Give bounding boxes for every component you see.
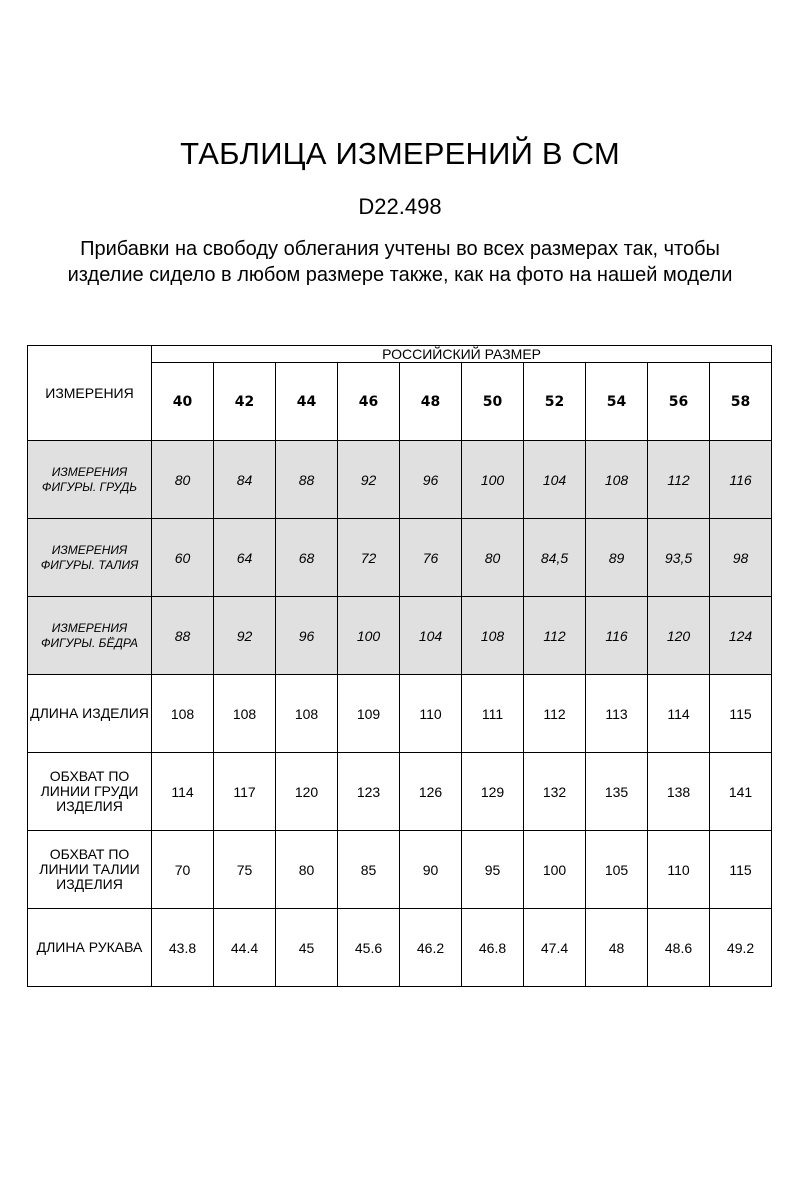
russian-size-header: РОССИЙСКИЙ РАЗМЕР [152,346,772,363]
fit-note-line: Прибавки на свободу облегания учтены во всех размерах так, чтобы [80,238,720,260]
row-label [28,441,152,519]
size-46-header: 46 [338,363,400,441]
table-cell: 76 [400,519,462,597]
size-54-header: 54 [586,363,648,441]
table-cell: 115 [710,831,772,909]
table-cell: 84 [214,441,276,519]
row-label-line: ИЗМЕРЕНИЯ [51,620,128,635]
table-cell: 123 [338,753,400,831]
row-label [28,909,152,987]
table-cell: 100 [524,831,586,909]
row-label-line: ФИГУРЫ. ГРУДЬ [41,479,138,494]
table-cell: 48.6 [648,909,710,987]
row-label-line: ИЗМЕРЕНИЯ [51,542,128,557]
table-cell: 112 [524,675,586,753]
table-cell: 104 [524,441,586,519]
table-row [28,519,772,597]
table-cell: 120 [648,597,710,675]
row-label-line: ИЗДЕЛИЯ [56,798,123,814]
table-cell: 108 [152,675,214,753]
page-title: ТАБЛИЦА ИЗМЕРЕНИЙ В СМ [180,136,620,171]
table-cell: 141 [710,753,772,831]
table-row [28,441,772,519]
table-cell: 100 [462,441,524,519]
row-label-line: ЛИНИИ ГРУДИ [40,783,139,799]
row-label [28,753,152,831]
size-50-header: 50 [462,363,524,441]
table-cell: 92 [214,597,276,675]
row-label-line: ИЗДЕЛИЯ [56,876,123,892]
table-cell: 45.6 [338,909,400,987]
table-cell: 80 [276,831,338,909]
row-label [28,597,152,675]
table-cell: 45 [276,909,338,987]
size-42-header: 42 [214,363,276,441]
table-row [28,597,772,675]
row-label [28,519,152,597]
measurements-header: ИЗМЕРЕНИЯ [28,346,152,441]
table-cell: 70 [152,831,214,909]
table-cell: 135 [586,753,648,831]
table-cell: 49.2 [710,909,772,987]
row-label-line: ФИГУРЫ. БЁДРА [41,635,138,650]
row-label [28,675,152,753]
table-cell: 116 [586,597,648,675]
table-cell: 43.8 [152,909,214,987]
table-cell: 112 [524,597,586,675]
fit-note [0,236,800,288]
table-cell: 138 [648,753,710,831]
table-cell: 96 [276,597,338,675]
table-cell: 114 [152,753,214,831]
table-cell: 126 [400,753,462,831]
size-44-header: 44 [276,363,338,441]
table-cell: 113 [586,675,648,753]
table-cell: 120 [276,753,338,831]
row-label-line: ИЗМЕРЕНИЯ [51,464,128,479]
table-cell: 114 [648,675,710,753]
table-cell: 115 [710,675,772,753]
table-cell: 111 [462,675,524,753]
table-cell: 88 [152,597,214,675]
row-label [28,831,152,909]
table-cell: 64 [214,519,276,597]
table-cell: 108 [214,675,276,753]
table-cell: 90 [400,831,462,909]
table-row [28,675,772,753]
row-label-line: ДЛИНА РУКАВА [36,939,143,955]
table-cell: 108 [586,441,648,519]
table-cell: 44.4 [214,909,276,987]
size-56-header: 56 [648,363,710,441]
table-cell: 85 [338,831,400,909]
table-row [28,831,772,909]
row-label-line: ОБХВАТ ПО [49,768,130,784]
size-table [27,345,772,987]
table-cell: 105 [586,831,648,909]
table-cell: 96 [400,441,462,519]
table-cell: 93,5 [648,519,710,597]
table-row [28,909,772,987]
table-cell: 48 [586,909,648,987]
table-cell: 108 [462,597,524,675]
row-label-line: ЛИНИИ ТАЛИИ [39,861,140,877]
table-cell: 112 [648,441,710,519]
size-48-header: 48 [400,363,462,441]
table-row [28,753,772,831]
table-cell: 47.4 [524,909,586,987]
table-cell: 92 [338,441,400,519]
table-cell: 80 [462,519,524,597]
table-cell: 117 [214,753,276,831]
table-cell: 80 [152,441,214,519]
row-label-line: ДЛИНА ИЗДЕЛИЯ [30,705,149,721]
table-cell: 46.2 [400,909,462,987]
table-cell: 89 [586,519,648,597]
row-label-line: ОБХВАТ ПО [49,846,130,862]
table-cell: 68 [276,519,338,597]
table-cell: 98 [710,519,772,597]
table-cell: 108 [276,675,338,753]
table-cell: 116 [710,441,772,519]
size-40-header: 40 [152,363,214,441]
table-cell: 110 [400,675,462,753]
table-cell: 95 [462,831,524,909]
table-cell: 84,5 [524,519,586,597]
table-cell: 75 [214,831,276,909]
table-cell: 100 [338,597,400,675]
table-cell: 110 [648,831,710,909]
table-cell: 72 [338,519,400,597]
table-cell: 46.8 [462,909,524,987]
table-cell: 129 [462,753,524,831]
product-code: D22.498 [358,194,442,219]
table-cell: 60 [152,519,214,597]
fit-note-line: изделие сидело в любом размере также, как на фото на нашей модели [67,264,733,286]
row-label-line: ФИГУРЫ. ТАЛИЯ [40,557,139,572]
table-cell: 132 [524,753,586,831]
table-cell: 104 [400,597,462,675]
table-cell: 109 [338,675,400,753]
size-52-header: 52 [524,363,586,441]
table-cell: 124 [710,597,772,675]
table-cell: 88 [276,441,338,519]
size-58-header: 58 [710,363,772,441]
